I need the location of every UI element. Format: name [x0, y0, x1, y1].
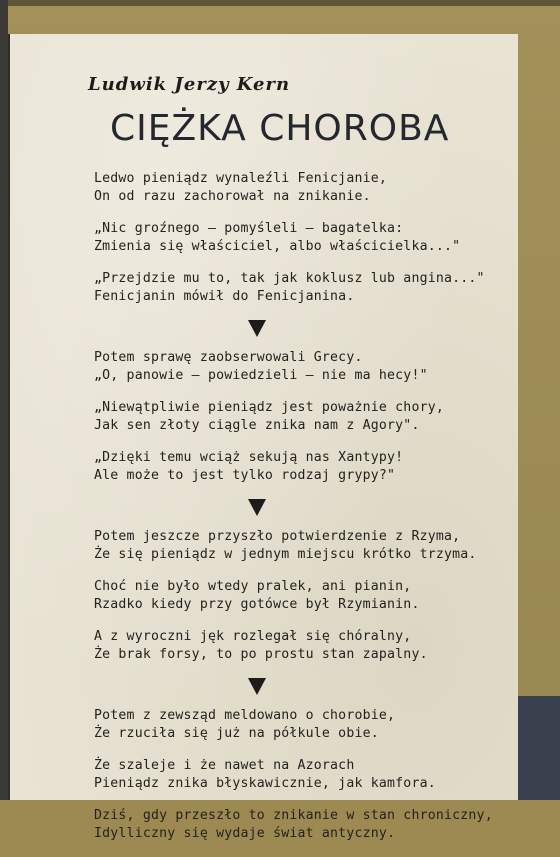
stanza	[94, 399, 514, 435]
poem-title: CIĘŻKA CHOROBA	[110, 108, 450, 149]
poem-line: Potem sprawę zaobserwowali Grecy.	[94, 350, 363, 365]
poem-line: Że brak forsy, to po prostu stan zapalny.	[94, 647, 428, 662]
poem-line: „Nic groźnego — pomyśleli — bagatelka:	[94, 221, 404, 236]
paper-sheet	[8, 34, 518, 841]
scan-top-edge	[0, 0, 560, 6]
stanza	[94, 270, 514, 306]
dark-backing-corner	[516, 696, 560, 800]
poem-line: On od razu zachorował na znikanie.	[94, 189, 371, 204]
stanza	[94, 757, 514, 793]
author-name: Ludwik Jerzy Kern	[88, 74, 291, 95]
poem-line: Że rzuciła się już na półkule obie.	[94, 726, 379, 741]
poem-line: Fenicjanin mówił do Fenicjanina.	[94, 289, 355, 304]
poem-line: Pieniądz znika błyskawicznie, jak kamfora.	[94, 776, 436, 791]
stanza	[94, 807, 514, 843]
poem-line: Ale może to jest tylko rodzaj grypy?"	[94, 468, 396, 483]
poem-line: „Przejdzie mu to, tak jak koklusz lub angina..."	[94, 271, 485, 286]
section-divider-triangle	[248, 320, 266, 337]
stanza	[94, 707, 514, 743]
poem-line: Dziś, gdy przeszło to znikanie w stan chroniczny,	[94, 808, 493, 823]
poem-body	[94, 170, 514, 857]
stanza	[94, 170, 514, 206]
poem-line: Potem jeszcze przyszło potwierdzenie z Rzyma,	[94, 529, 461, 544]
poem-line: Ledwo pieniądz wynaleźli Fenicjanie,	[94, 171, 388, 186]
paper-left-border	[8, 34, 10, 800]
stanza	[94, 220, 514, 256]
stanza	[94, 528, 514, 564]
poem-line: Że się pieniądz w jednym miejscu krótko trzyma.	[94, 547, 477, 562]
poem-line: „O, panowie — powiedzieli — nie ma hecy!"	[94, 368, 428, 383]
poem-line: Jak sen złoty ciągle znika nam z Agory".	[94, 418, 420, 433]
poem-line: Idylliczny się wydaje świat antyczny.	[94, 826, 396, 841]
section-divider-triangle	[248, 499, 266, 516]
scan-left-edge	[0, 0, 8, 800]
poem-line: A z wyroczni jęk rozlegał się chóralny,	[94, 629, 412, 644]
poem-line: Choć nie było wtedy pralek, ani pianin,	[94, 579, 412, 594]
poem-line: Że szaleje i że nawet na Azorach	[94, 758, 355, 773]
poem-line: „Dzięki temu wciąż sekują nas Xantypy!	[94, 450, 404, 465]
poem-line: Potem z zewsząd meldowano o chorobie,	[94, 708, 396, 723]
stanza	[94, 628, 514, 664]
section-divider-triangle	[248, 678, 266, 695]
stanza	[94, 349, 514, 385]
stanza	[94, 578, 514, 614]
poem-line: Zmienia się właściciel, albo właścicielka..."	[94, 239, 461, 254]
poem-line: „Niewątpliwie pieniądz jest poważnie chory,	[94, 400, 445, 415]
stanza	[94, 449, 514, 485]
poem-line: Rzadko kiedy przy gotówce był Rzymianin.	[94, 597, 420, 612]
